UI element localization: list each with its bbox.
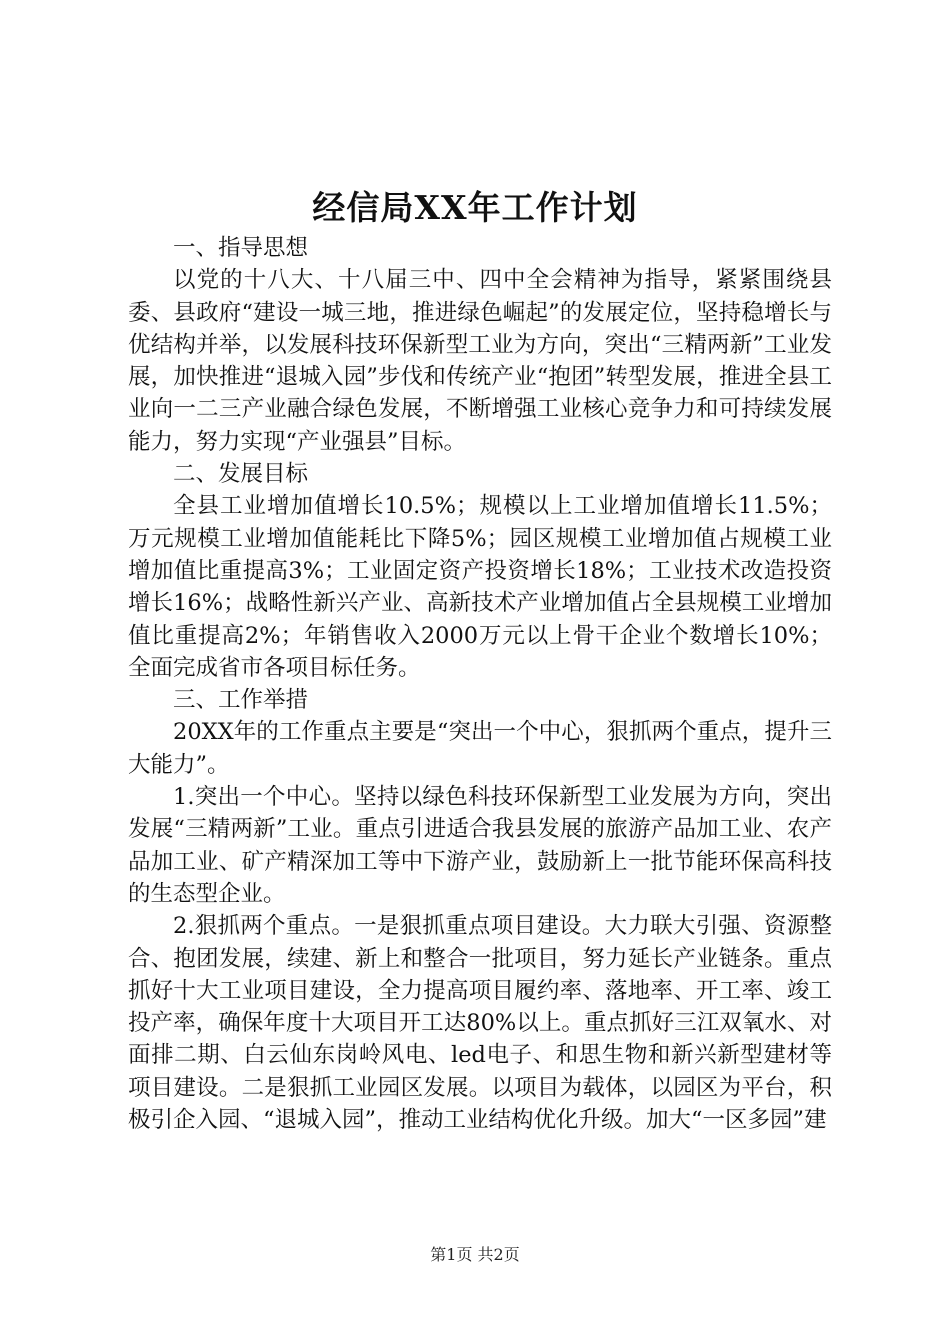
paragraph-measure-2: 2.狠抓两个重点。一是狠抓重点项目建设。大力联大引强、资源整合、抱团发展，续建、新上和整合一批项目，努力延长产业链条。重点抓好十大工业项目建设，全力提高项目履约率、落地率、开工率、竣工投产率，确保年度十大项目开工达80%以上。重点抓好三江双氧水、对面排二期、白云仙东岗岭风电、led电子、和思生物和新兴新型建材等项目建设。二是狠抓工业园区发展。以项目为载体，以园区为平台，积极引企入园、“退城入园”，推动工业结构优化升级。加大“一区多园”建: [128, 913, 832, 1134]
paragraph-development-goals: 全县工业增加值增长10.5%；规模以上工业增加值增长11.5%；万元规模工业增加值能耗比下降5%；园区规模工业增加值占规模工业增加值比重提高3%；工业固定资产投资增长18%；工业技术改造投资增长16%；战略性新兴产业、高新技术产业增加值占全县规模工业增加值比重提高2%；年销售收入2000万元以上骨干企业个数增长10%；全面完成省市各项目标任务。: [128, 493, 832, 681]
document-body: [128, 232, 832, 1136]
section-heading-development-goals: 二、发展目标: [173, 461, 309, 488]
paragraph-guiding-ideology: 以党的十八大、十八届三中、四中全会精神为指导，紧紧围绕县委、县政府“建设一城三地，推进绿色崛起”的发展定位，坚持稳增长与优结构并举，以发展科技环保新型工业为方向，突出“三精两新”工业发展，加快推进“退城入园”步伐和传统产业“抱团”转型发展，推进全县工业向一二三产业融合绿色发展，不断增强工业核心竞争力和可持续发展能力，努力实现“产业强县”目标。: [128, 267, 832, 455]
section-heading-work-measures: 三、工作举措: [173, 687, 309, 714]
paragraph-measure-1: 1.突出一个中心。坚持以绿色科技环保新型工业发展为方向，突出发展“三精两新”工业。重点引进适合我县发展的旅游产品加工业、农产品加工业、矿产精深加工等中下游产业，鼓励新上一批节能环保高科技的生态型企业。: [128, 784, 832, 907]
document-title: 经信局XX年工作计划: [312, 188, 638, 227]
page-number-footer: 第1页 共2页: [430, 1245, 520, 1264]
paragraph-work-focus: 20XX年的工作重点主要是“突出一个中心，狠抓两个重点，提升三大能力”。: [128, 719, 832, 778]
section-heading-guiding-ideology: 一、指导思想: [173, 235, 309, 261]
